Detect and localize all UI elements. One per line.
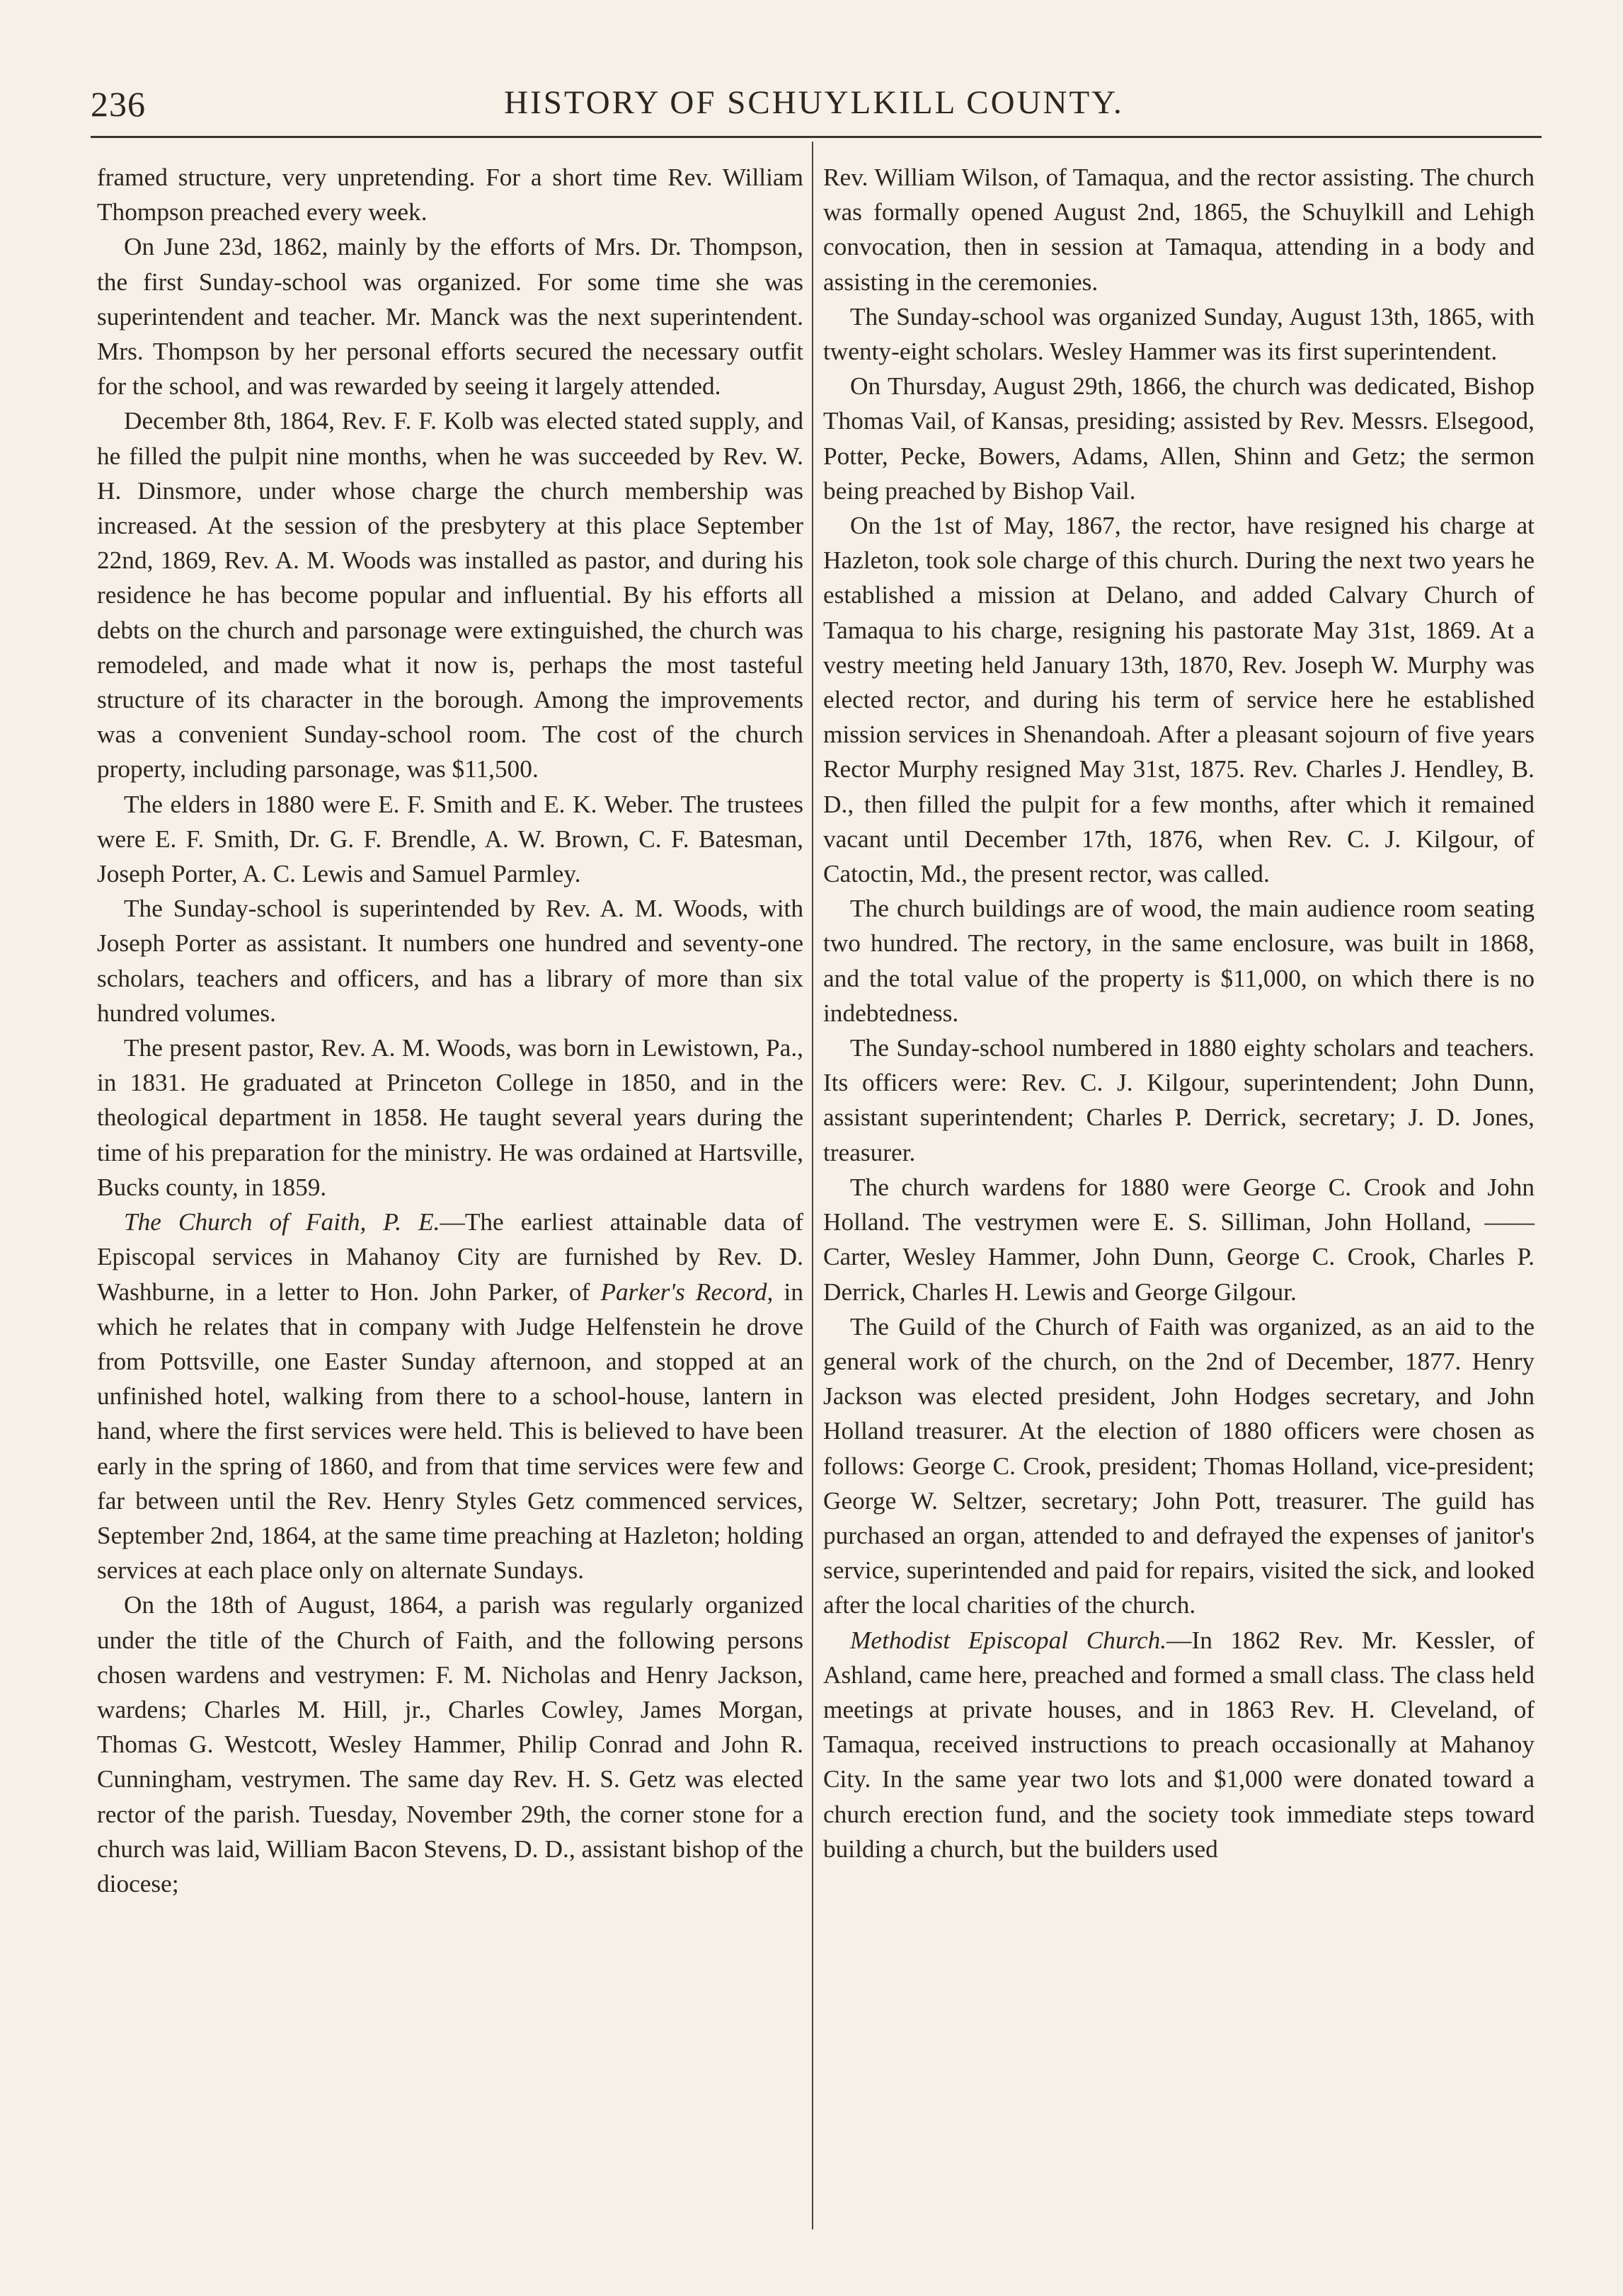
- paragraph: On Thursday, August 29th, 1866, the church was dedicated, Bishop Thomas Vail, of Kansas, presiding; assisted by Rev. Messrs. Elsegood, Potter, Pecke, Bowers, Adams, Allen, Shinn and Getz; the sermon being preached by Bishop Vail.: [823, 372, 1535, 505]
- paragraph: The present pastor, Rev. A. M. Woods, was born in Lewistown, Pa., in 1831. He graduated at Princeton College in 1850, and in the theological department in 1858. He taught several years during the time of his preparation for the ministry. He was ordained at Hartsville, Bucks county, in 1859.: [97, 1034, 803, 1201]
- right-column: [823, 160, 1535, 1866]
- source-title: Parker's Record,: [600, 1278, 774, 1306]
- paragraph: The church wardens for 1880 were George C. Crook and John Holland. The vestrymen were E. S. Silliman, John Holland, —— Carter, Wesley Hammer, John Dunn, George C. Crook, Charles P. Derrick, Charles H. Lewis and George Gilgour.: [823, 1173, 1535, 1306]
- paragraph: On the 1st of May, 1867, the rector, have resigned his charge at Hazleton, took sole charge of this church. During the next two years he established a mission at Delano, and added Calvary Church of Tamaqua to his charge, resigning his pastorate May 31st, 1869. At a vestry meeting held January 13th, 1870, Rev. Joseph W. Murphy was elected rector, and during his term of service here he established mission services in Shenandoah. After a pleasant sojourn of five years Rector Murphy resigned May 31st, 1875. Rev. Charles J. Hendley, B. D., then filled the pulpit for a few months, after which it remained vacant until December 17th, 1876, when Rev. C. J. Kilgour, of Catoctin, Md., the present rector, was called.: [823, 512, 1535, 888]
- page-number: 236: [91, 84, 146, 124]
- paragraph: The elders in 1880 were E. F. Smith and E. K. Weber. The trustees were E. F. Smith, Dr. G. F. Brendle, A. W. Brown, C. F. Batesman, Joseph Porter, A. C. Lewis and Samuel Parmley.: [97, 790, 803, 888]
- paragraph-church-of-faith: [97, 1205, 803, 1588]
- paragraph: The Sunday-school numbered in 1880 eighty scholars and teachers. Its officers were: Rev. C. J. Kilgour, superintendent; John Dunn, assistant superintendent; Charles P. Derrick, secretary; J. D. Jones, treasurer.: [823, 1034, 1535, 1166]
- section-heading-church-of-faith: The Church of Faith, P. E.: [124, 1208, 440, 1236]
- paragraph-text: in which he relates that in company with Judge Helfenstein he drove from Pottsville, one Easter Sunday afternoon, and stopped at an unfinished hotel, walking from there to a school-house, lantern in hand, where the first services were held. This is believed to have been early in the spring of 1860, and from that time services were few and far between until the Rev. Henry Styles Getz commenced services, September 2nd, 1864, at the same time preaching at Hazleton; holding services at each place only on alternate Sundays.: [97, 1278, 803, 1585]
- paragraph: framed structure, very unpretending. For a short time Rev. William Thompson preached every week.: [97, 163, 803, 226]
- paragraph-text: —The earliest attainable data of Episcopal services in Mahanoy City are furnished by Rev. D. Washburne, in a letter to Hon. John Parker, of: [97, 1208, 803, 1306]
- paragraph-methodist: [823, 1623, 1535, 1866]
- paragraph: Rev. William Wilson, of Tamaqua, and the rector assisting. The church was formally opened August 2nd, 1865, the Schuylkill and Lehigh convocation, then in session at Tamaqua, attending in a body and assisting in the ceremonies.: [823, 163, 1535, 296]
- section-heading-methodist: Methodist Episcopal Church.: [850, 1626, 1167, 1654]
- column-divider: [812, 142, 813, 2229]
- paragraph: The Guild of the Church of Faith was organized, as an aid to the general work of the church, on the 2nd of December, 1877. Henry Jackson was elected president, John Hodges secretary, and John Holland treasurer. At the election of 1880 officers were chosen as follows: George C. Crook, president; Thomas Holland, vice-president; George W. Seltzer, secretary; John Pott, treasurer. The guild has purchased an organ, attended to and defrayed the expenses of janitor's service, superintended and paid for repairs, visited the sick, and looked after the local charities of the church.: [823, 1312, 1535, 1619]
- left-column: [97, 160, 803, 1901]
- paragraph: The Sunday-school was organized Sunday, August 13th, 1865, with twenty-eight scholars. Wesley Hammer was its first superintendent.: [823, 302, 1535, 366]
- paragraph: On June 23d, 1862, mainly by the efforts of Mrs. Dr. Thompson, the first Sunday-school was organized. For some time she was superintendent and teacher. Mr. Manck was the next superintendent. Mrs. Thompson by her personal efforts secured the necessary outfit for the school, and was rewarded by seeing it largely attended.: [97, 233, 803, 401]
- paragraph: The church buildings are of wood, the main audience room seating two hundred. The rectory, in the same enclosure, was built in 1868, and the total value of the property is $11,000, on which there is no indebtedness.: [823, 895, 1535, 1027]
- paragraph: December 8th, 1864, Rev. F. F. Kolb was elected stated supply, and he filled the pulpit nine months, when he was succeeded by Rev. W. H. Dinsmore, under whose charge the church membership was increased. At the session of the presbytery at this place September 22nd, 1869, Rev. A. M. Woods was installed as pastor, and during his residence he has become popular and influential. By his efforts all debts on the church and parsonage were extinguished, the church was remodeled, and made what it now is, perhaps the most tasteful structure of its character in the borough. Among the improvements was a convenient Sunday-school room. The cost of the church property, including parsonage, was $11,500.: [97, 407, 803, 783]
- paragraph: On the 18th of August, 1864, a parish was regularly organized under the title of the Church of Faith, and the following persons chosen wardens and vestrymen: F. M. Nicholas and Henry Jackson, wardens; Charles M. Hill, jr., Charles Cowley, James Morgan, Thomas G. Westcott, Wesley Hammer, Philip Conrad and John R. Cunningham, vestrymen. The same day Rev. H. S. Getz was elected rector of the parish. Tuesday, November 29th, the corner stone for a church was laid, William Bacon Stevens, D. D., assistant bishop of the diocese;: [97, 1591, 803, 1898]
- paragraph: The Sunday-school is superintended by Rev. A. M. Woods, with Joseph Porter as assistant. It numbers one hundred and seventy-one scholars, teachers and officers, and has a library of more than six hundred volumes.: [97, 895, 803, 1027]
- header-rule: [91, 136, 1542, 138]
- running-head: HISTORY OF SCHUYLKILL COUNTY.: [504, 84, 1124, 121]
- paragraph-text: —In 1862 Rev. Mr. Kessler, of Ashland, came here, preached and formed a small class. The class held meetings at private houses, and in 1863 Rev. H. Cleveland, of Tamaqua, received instructions to preach occasionally at Mahanoy City. In the same year two lots and $1,000 were donated toward a church erection fund, and the society took immediate steps toward building a church, but the builders used: [823, 1626, 1535, 1863]
